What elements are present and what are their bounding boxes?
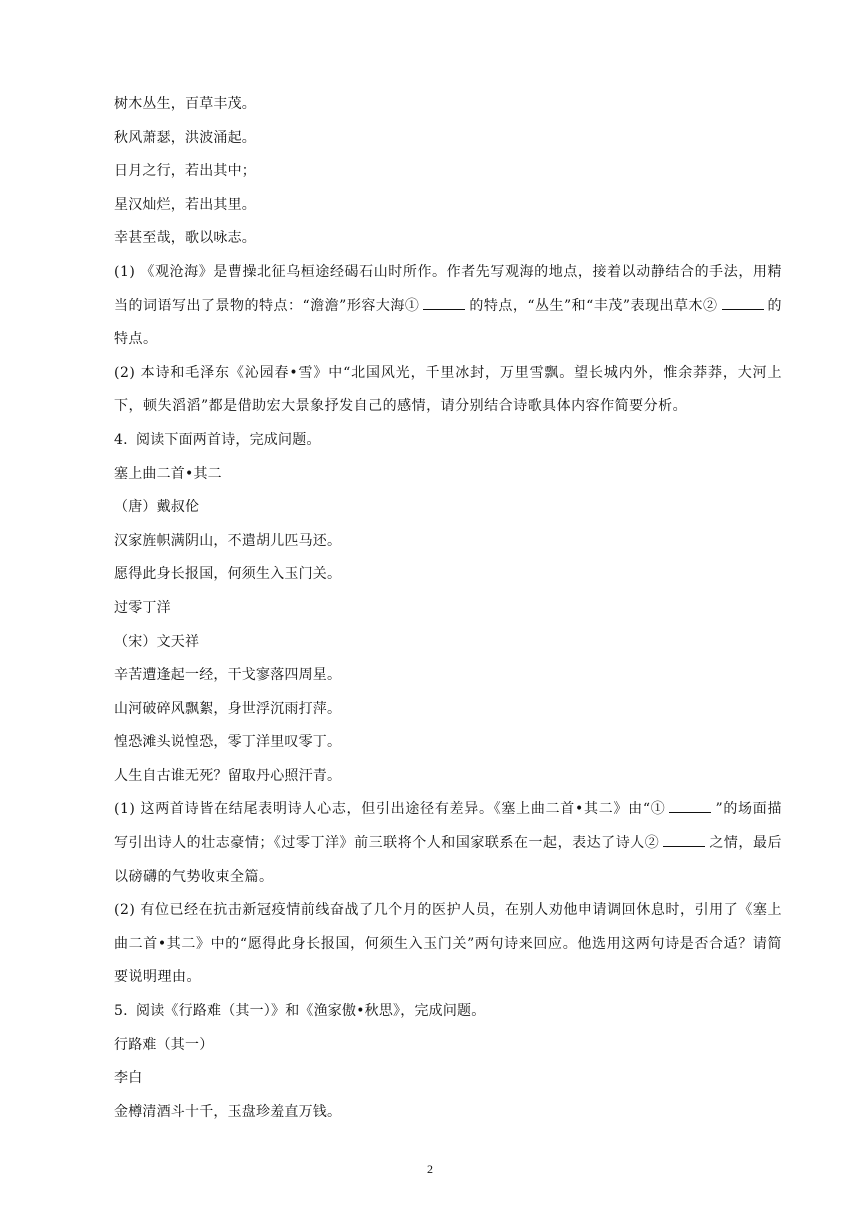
poem-line: 金樽清酒斗十千，玉盘珍羞直万钱。 bbox=[114, 1103, 342, 1120]
question-5-stem bbox=[114, 995, 782, 1029]
question-text: (1) 这两首诗皆在结尾表明诗人心志，但引出途径有差异。《塞上曲二首•其二》由“① bbox=[114, 801, 666, 818]
poem-author: （宋）文天祥 bbox=[114, 633, 200, 650]
poem-line: 秋风萧瑟，洪波涌起。 bbox=[114, 129, 256, 146]
question-number: 4. bbox=[114, 431, 128, 448]
poem-line: 愿得此身长报国，何须生入玉门关。 bbox=[114, 566, 342, 583]
question-4-1 bbox=[114, 793, 782, 894]
question-4-stem bbox=[114, 424, 782, 458]
poem-author: 李白 bbox=[114, 1070, 143, 1087]
answer-blank[interactable] bbox=[722, 296, 764, 310]
poem-line: 汉家旌帜满阴山，不遣胡儿匹马还。 bbox=[114, 532, 342, 549]
question-text: (1) 《观沧海》是曹操北征乌桓途经碣石山时所作。作者先写观海的地点，接着以动静结合的手法，用精当的词语写出了景物的特点：“澹澹”形容大海① bbox=[114, 263, 782, 314]
poem-line: 山河破碎风飘絮，身世浮沉雨打萍。 bbox=[114, 700, 342, 717]
question-text: 的特点，“丛生”和“丰茂”表现出草木② bbox=[469, 297, 718, 314]
question-text: 阅读下面两首诗，完成问题。 bbox=[136, 431, 321, 448]
question-text: 之情，最后以磅礴的气势收束全篇。 bbox=[114, 835, 783, 885]
question-3-1 bbox=[114, 256, 782, 357]
answer-blank[interactable] bbox=[663, 833, 705, 847]
poem-line: 幸甚至哉，歌以咏志。 bbox=[114, 230, 256, 247]
question-text: 阅读《行路难（其一）》和《渔家傲•秋思》，完成问题。 bbox=[136, 1003, 486, 1020]
answer-blank[interactable] bbox=[423, 296, 465, 310]
poem-line: 惶恐滩头说惶恐，零丁洋里叹零丁。 bbox=[114, 734, 342, 751]
poem-line: 辛苦遭逢起一经，干戈寥落四周星。 bbox=[114, 667, 342, 684]
poem-title: 行路难（其一） bbox=[114, 1036, 214, 1053]
poem-title: 塞上曲二首•其二 bbox=[114, 465, 222, 482]
poem-line: 星汉灿烂，若出其里。 bbox=[114, 196, 256, 213]
question-text: 的特点。 bbox=[114, 297, 783, 348]
poem-line: 人生自古谁无死？留取丹心照汗青。 bbox=[114, 767, 342, 784]
page-number: 2 bbox=[427, 1162, 433, 1176]
poem-line: 日月之行，若出其中； bbox=[114, 163, 256, 180]
question-number: 5. bbox=[114, 1003, 128, 1020]
question-3-2: (2) 本诗和毛泽东《沁园春•雪》中“北国风光，千里冰封，万里雪飘。望长城内外，惟余莽莽，大河上下，顿失滔滔”都是借助宏大景象抒发自己的感情，请分别结合诗歌具体内容作简要分析。 bbox=[114, 364, 782, 415]
poem-line: 树木丛生，百草丰茂。 bbox=[114, 96, 256, 112]
page-content bbox=[114, 88, 782, 1129]
answer-blank[interactable] bbox=[669, 799, 711, 813]
poem-title: 过零丁洋 bbox=[114, 599, 171, 616]
question-text: ”的场面描写引出诗人的壮志豪情；《过零丁洋》前三联将个人和国家联系在一起，表达了诗人② bbox=[114, 801, 782, 852]
question-4-2: (2) 有位已经在抗击新冠疫情前线奋战了几个月的医护人员，在别人劝他申请调回休息时，引用了《塞上曲二首•其二》中的“愿得此身长报国，何须生入玉门关”两句诗来回应。他选用这两句诗是否合适？请简要说明理由。 bbox=[114, 902, 782, 986]
poem-author: （唐）戴叔伦 bbox=[114, 499, 200, 516]
